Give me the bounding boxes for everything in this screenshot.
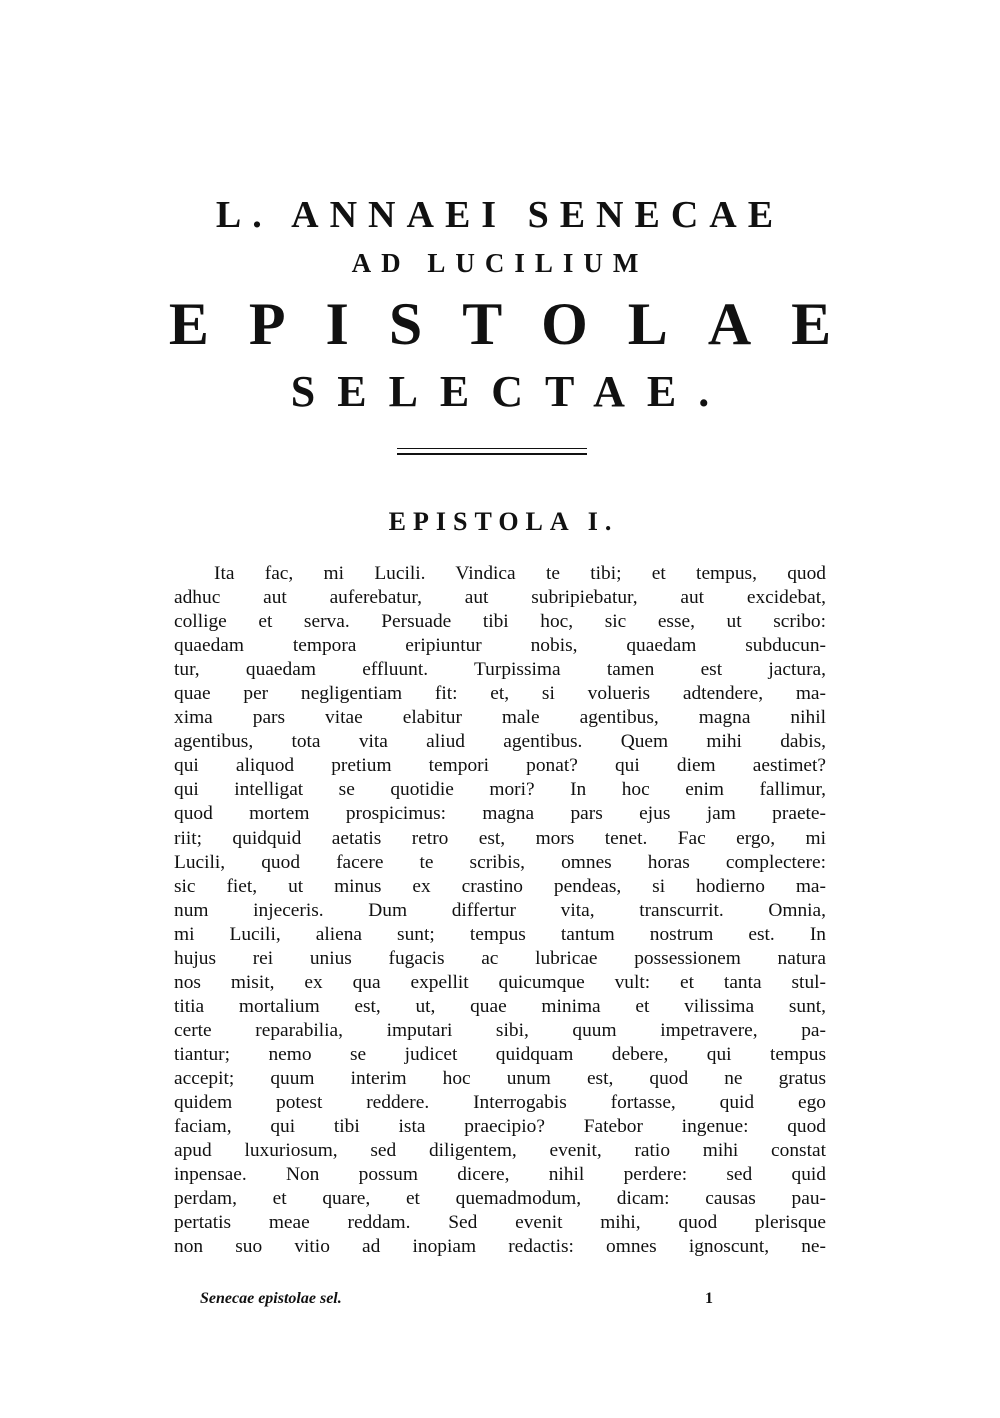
title-main: EPISTOLAE — [168, 291, 872, 357]
epistle-heading: EPISTOLA I. — [388, 507, 619, 536]
text-line: titia mortalium est, ut, quae minima et vilissima sunt, — [174, 995, 826, 1017]
title-sub: SELECTAE. — [290, 367, 732, 416]
text-line: mi Lucili, aliena sunt; tempus tantum nostrum est. In — [174, 923, 826, 945]
text-line: pertatis meae reddam. Sed evenit mihi, quod plerisque — [174, 1212, 826, 1234]
text-line: agentibus, tota vita aliud agentibus. Quem mihi dabis, — [174, 731, 826, 753]
text-line: hujus rei unius fugacis ac lubricae possessionem natura — [174, 947, 826, 969]
gathering-number: 1 — [705, 1290, 713, 1307]
signature-mark: Senecae epistolae sel. — [200, 1290, 342, 1307]
text-line: accepit; quum interim hoc unum est, quod ne gratus — [174, 1067, 826, 1089]
ornament-rule-bottom — [397, 453, 587, 455]
text-line: non suo vitio ad inopiam redactis: omnes ignoscunt, ne- — [174, 1236, 826, 1258]
text-line: certe reparabilia, imputari sibi, quum impetravere, pa- — [174, 1019, 826, 1041]
text-line: qui intelligat se quotidie mori? In hoc enim fallimur, — [174, 779, 826, 801]
page-footer — [0, 1290, 1000, 1314]
epistle-body — [174, 562, 826, 1259]
text-line: inpensae. Non possum dicere, nihil perdere: sed quid — [174, 1164, 826, 1186]
text-line: collige et serva. Persuade tibi hoc, sic esse, ut scribo: — [174, 611, 826, 633]
text-line: quae per negligentiam fit: et, si volueris adtendere, ma- — [174, 683, 826, 705]
text-line: apud luxuriosum, sed diligentem, evenit, ratio mihi constat — [174, 1140, 826, 1162]
text-line: Lucili, quod facere te scribis, omnes horas complectere: — [174, 851, 826, 873]
title-author: L. ANNAEI SENECAE — [215, 194, 785, 236]
title-addressee: AD LUCILIUM — [351, 248, 649, 278]
text-line: riit; quidquid aetatis retro est, mors tenet. Fac ergo, mi — [174, 827, 826, 849]
text-line: faciam, qui tibi ista praecipio? Fatebor ingenue: quod — [174, 1116, 826, 1138]
text-line: quod mortem prospicimus: magna pars ejus jam praete- — [174, 803, 826, 825]
text-line: adhuc aut auferebatur, aut subripiebatur, aut excidebat, — [174, 587, 826, 609]
text-line: tiantur; nemo se judicet quidquam debere, qui tempus — [174, 1043, 826, 1065]
text-line: qui aliquod pretium tempori ponat? qui diem aestimet? — [174, 755, 826, 777]
text-line: xima pars vitae elabitur male agentibus, magna nihil — [174, 707, 826, 729]
text-line: sic fiet, ut minus ex crastino pendeas, si hodierno ma- — [174, 875, 826, 897]
text-line: perdam, et quare, et quemadmodum, dicam: causas pau- — [174, 1188, 826, 1210]
text-line: tur, quaedam effluunt. Turpissima tamen est jactura, — [174, 659, 826, 681]
text-line: quidem potest reddere. Interrogabis fortasse, quid ego — [174, 1092, 826, 1114]
text-line: Ita fac, mi Lucili. Vindica te tibi; et tempus, quod — [214, 563, 826, 584]
text-line: nos misit, ex qua expellit quicumque vult: et tanta stul- — [174, 971, 826, 993]
text-line: quaedam tempora eripiuntur nobis, quaedam subducun- — [174, 635, 826, 657]
text-line: num injeceris. Dum differtur vita, transcurrit. Omnia, — [174, 899, 826, 921]
ornament-rule-top — [397, 448, 587, 449]
